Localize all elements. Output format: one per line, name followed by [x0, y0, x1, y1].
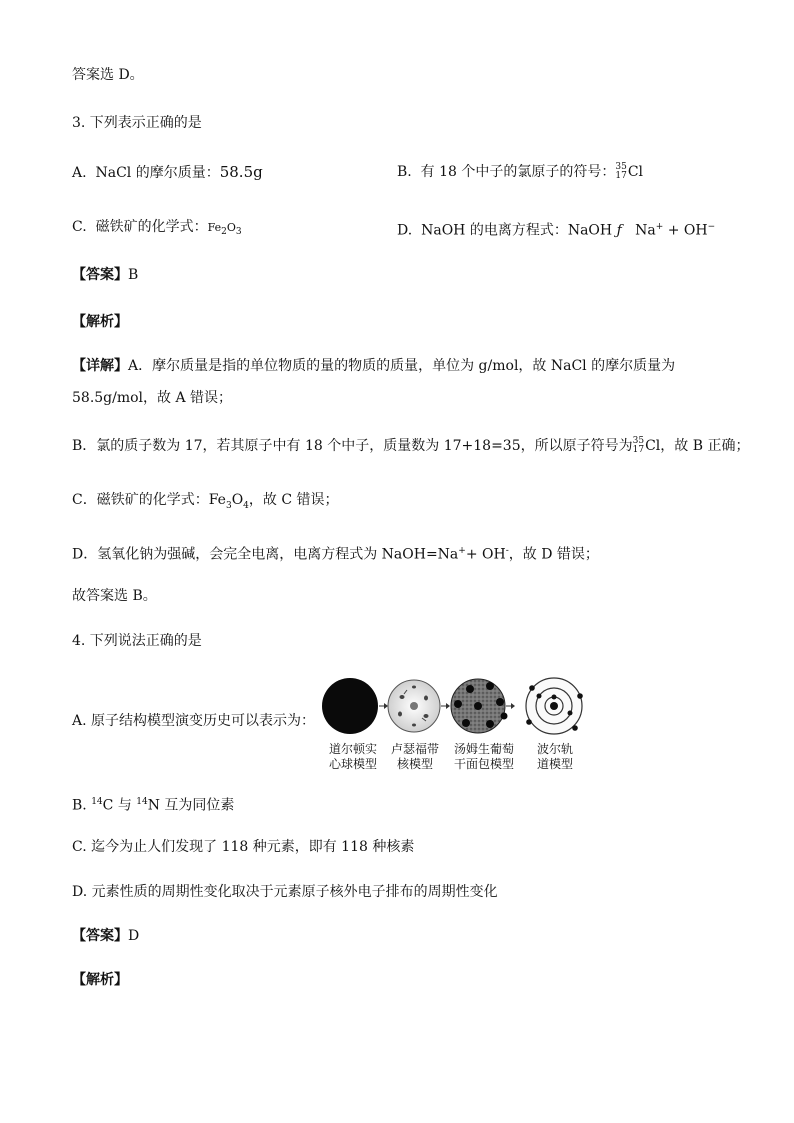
thomson-model-icon: [451, 679, 508, 733]
q3-detail-b: B．氯的质子数为 17，若其原子中有 18 个中子，质量数为 17+18=35，所以原子符号为 35 17 Cl，故 B 正确；: [72, 436, 750, 455]
q4-answer: 【答案】D: [72, 928, 140, 944]
q4-analysis-label: 【解析】: [72, 972, 128, 988]
figure-caption-thomson: 汤姆生葡萄 干面包模型: [453, 742, 514, 771]
q4-option-b: B. $^{14}$C 与 $^{14}$N 互为同位素: [72, 797, 235, 814]
question-4-stem: 4. 下列说法正确的是: [72, 633, 202, 649]
q3-conclusion: 故答案选 B。: [72, 588, 157, 604]
q3-detail-a-line1: 【详解】A．摩尔质量是指的单位物质的量的物质的质量，单位为 g/mol，故 NaCl 的摩尔质量为: [72, 358, 676, 374]
question-3-stem: 3. 下列表示正确的是: [72, 115, 202, 131]
q4-option-a: A. 原子结构模型演变历史可以表示为：: [72, 713, 316, 729]
q3-option-c: C. 磁铁矿的化学式：$Fe_2O_3$: [72, 219, 242, 238]
figure-caption-bohr: 波尔轨 道模型: [536, 742, 573, 771]
bohr-model-icon: [526, 678, 583, 734]
q3-analysis-label: 【解析】: [72, 314, 128, 330]
q3-detail-a-line2: 58.5g/mol，故 A 错误；: [72, 390, 233, 406]
q3-option-d: D. NaOH 的电离方程式：NaOH ƒ Na+ + OH−: [397, 222, 716, 239]
atomic-model-figure: [318, 672, 598, 776]
q3-detail-d: D．氢氧化钠为强碱，会完全电离，电离方程式为 NaOH=Na++ OH-，故 D 错误；: [72, 546, 599, 563]
dalton-model-icon: [322, 678, 378, 734]
atomic-model-diagram: [318, 672, 598, 744]
figure-caption-rutherford: 卢瑟福带 核模型: [390, 742, 439, 771]
q3-detail-c: C．磁铁矿的化学式：$Fe_3O_4$，故 C 错误；: [72, 492, 339, 511]
rutherford-model-icon: [388, 680, 440, 732]
q3-option-a: A. NaCl 的摩尔质量：58.5g: [72, 163, 263, 181]
q3-option-b: B. 有 18 个中子的氯原子的符号： 35 17 Cl: [397, 162, 644, 181]
isotope-notation: 35 17: [615, 162, 627, 181]
q4-option-d: D. 元素性质的周期性变化取决于元素原子核外电子排布的周期性变化: [72, 884, 498, 900]
figure-caption-dalton: 道尔顿实 心球模型: [328, 742, 377, 771]
previous-answer-tail: 答案选 D。: [72, 67, 144, 83]
q4-option-c: C. 迄今为止人们发现了 118 种元素，即有 118 种核素: [72, 839, 415, 855]
q3-answer: 【答案】B: [72, 267, 139, 283]
